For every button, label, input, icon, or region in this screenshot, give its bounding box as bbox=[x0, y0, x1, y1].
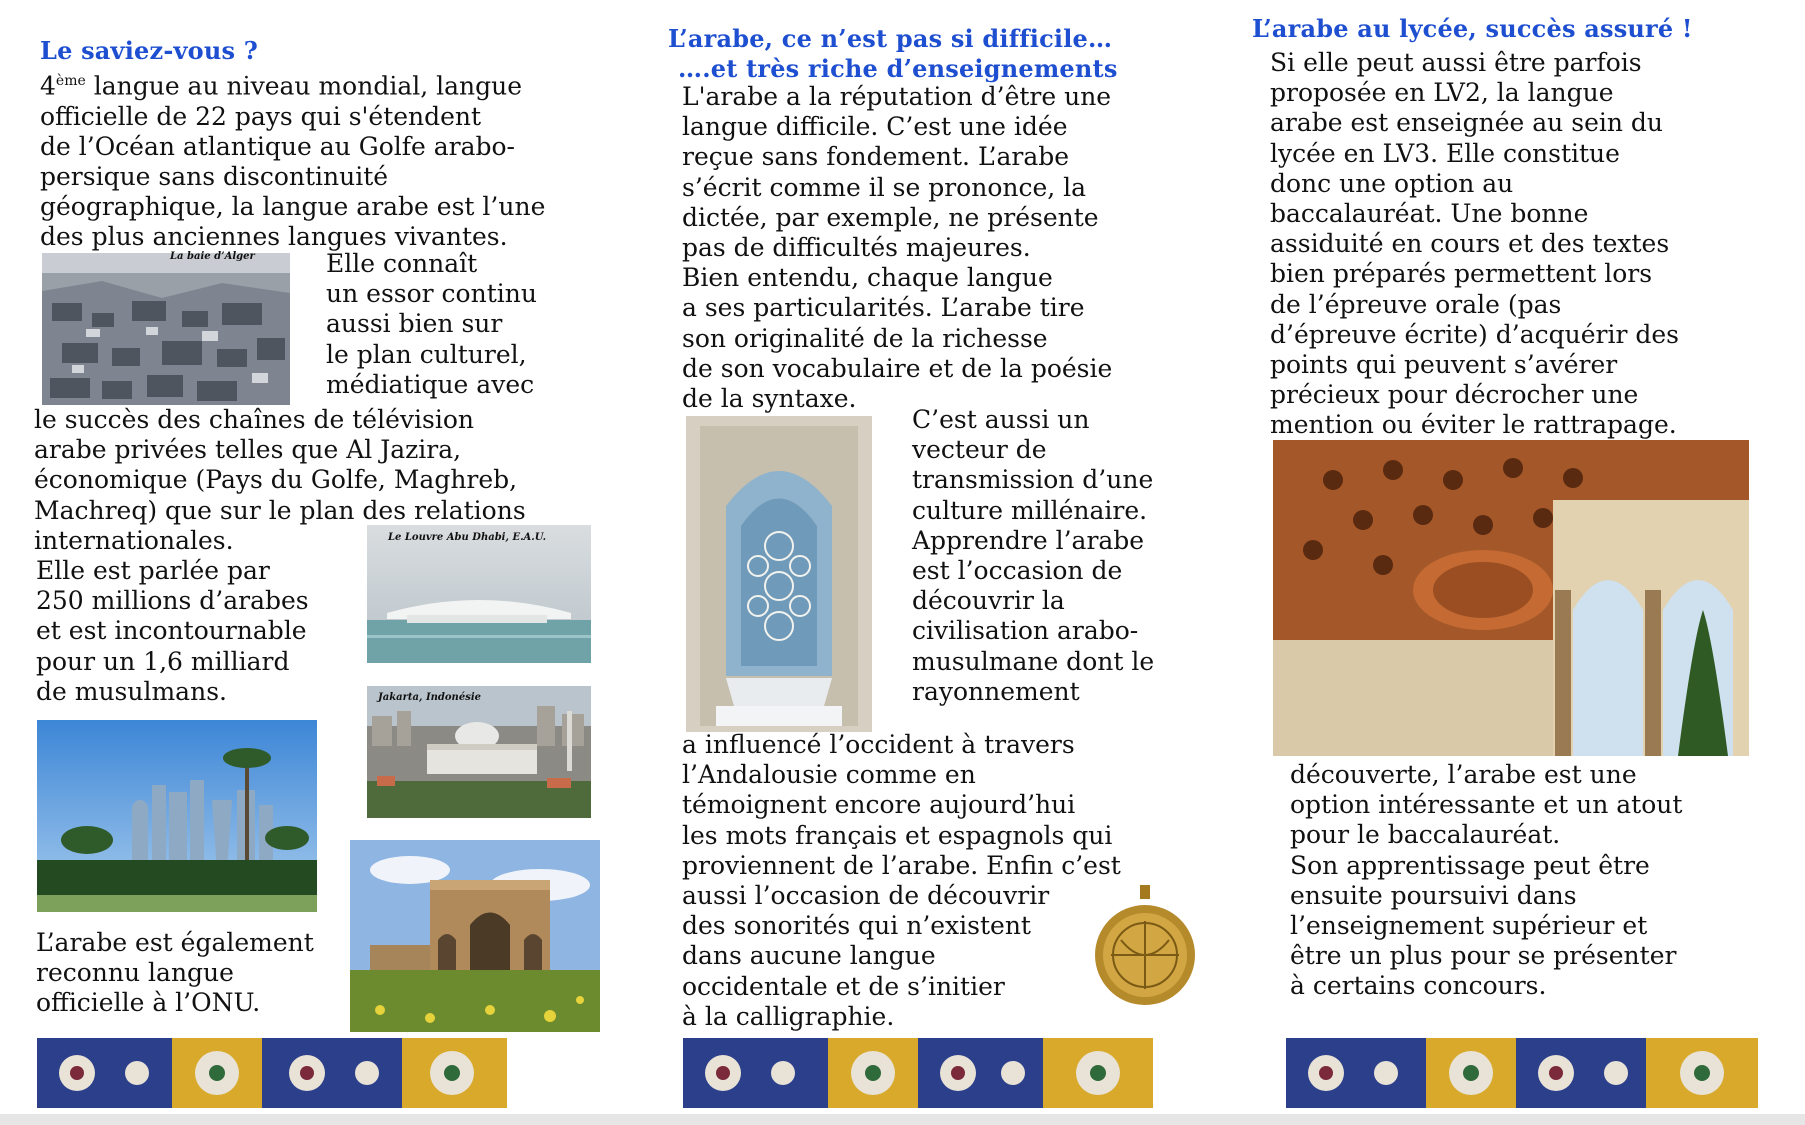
jakarta-mosque-image bbox=[367, 686, 591, 818]
col1-intro bbox=[40, 66, 545, 253]
col1-ordinal-number: 4 bbox=[40, 71, 56, 101]
alhambra-image bbox=[1273, 440, 1749, 756]
col1-heading: Le saviez-vous ? bbox=[40, 36, 259, 65]
col1-speakers-text: Elle est parlée par 250 millions d’arabes et est incontournable pour un 1,6 milliard de musulmans. bbox=[36, 556, 309, 706]
col1-onu-text: L’arabe est également reconnu langue officielle à l’ONU. bbox=[36, 928, 314, 1018]
moroccan-fountain-image bbox=[686, 416, 872, 732]
col3-paragraph2: découverte, l’arabe est une option intéressante et un atout pour le baccalauréat. Son apprentissage peut être ensuite poursuivi dans l’enseignement supérieur et être un plus pour se présenter à certains concours. bbox=[1290, 760, 1683, 1001]
col2-paragraph2: C’est aussi un vecteur de transmission d’une culture millénaire. Apprendre l’arabe est l’occasion de découvrir la civilisation arabo- musulmane dont le rayonnement bbox=[912, 405, 1155, 706]
jerash-arch-image bbox=[350, 840, 600, 1032]
col2-heading-line2: ….et très riche d’enseignements bbox=[678, 54, 1118, 83]
caption-alger: La baie d’Alger bbox=[170, 251, 255, 262]
zellige-tile-strip-3 bbox=[1286, 1038, 1758, 1108]
col3-paragraph1: Si elle peut aussi être parfois proposée en LV2, la langue arabe est enseignée au sein du lycée en LV3. Elle constitue donc une option au baccalauréat. Une bonne assiduité en cours et des textes bien préparés permettent lors de l’épreuve orale (pas d’épreuve écrite) d’acquérir des points qui peuvent s’avérer précieux pour décrocher une mention ou éviter le rattrapage. bbox=[1270, 48, 1679, 440]
louvre-abu-dhabi-image bbox=[367, 525, 591, 663]
caption-louvre: Le Louvre Abu Dhabi, E.A.U. bbox=[388, 532, 547, 543]
astrolabe-image bbox=[1086, 885, 1206, 1010]
col2-paragraph3: a influencé l’occident à travers l’Andalousie comme en témoignent encore aujourd’hui les mots français et espagnols qui proviennent de l’arabe. Enfin c’est aussi l’occasion de découvrir des sonorités qui n’existent dans aucune langue occidentale et de s’initier à la calligraphie. bbox=[682, 730, 1121, 1031]
col1-intro-text: langue au niveau mondial, langue officielle de 22 pays qui s'étendent de l’Océan atlantique au Golfe arabo- persique sans discontinuité géographique, la langue arabe est l’une des plus anciennes langues vivantes. bbox=[40, 71, 546, 252]
zellige-tile-strip-1 bbox=[37, 1038, 507, 1108]
caption-jakarta: Jakarta, Indonésie bbox=[378, 692, 481, 703]
zellige-tile-strip-2 bbox=[683, 1038, 1153, 1108]
col2-paragraph1: L'arabe a la réputation d’être une langue difficile. C’est une idée reçue sans fondement. L’arabe s’écrit comme il se prononce, la dictée, par exemple, ne présente pas de difficultés majeures. Bien entendu, chaque langue a ses particularités. L’arabe tire son originalité de la richesse de son vocabulaire et de la poésie de la syntaxe. bbox=[682, 82, 1113, 414]
doha-skyline-image bbox=[37, 720, 317, 912]
page-bottom-bar bbox=[0, 1114, 1805, 1125]
col3-heading: L’arabe au lycée, succès assuré ! bbox=[1252, 14, 1693, 43]
col1-ordinal-sup: ème bbox=[55, 73, 86, 89]
col1-beside-text: Elle connaît un essor continu aussi bien sur le plan culturel, médiatique avec bbox=[326, 249, 537, 399]
col2-heading-line1: L’arabe, ce n’est pas si difficile… bbox=[668, 24, 1113, 53]
col1-wide-text: le succès des chaînes de télévision arabe privées telles que Al Jazira, économique (Pays du Golfe, Maghreb, Machreq) que sur le plan des relations internationales. bbox=[34, 405, 526, 555]
alger-bay-image bbox=[42, 253, 290, 405]
